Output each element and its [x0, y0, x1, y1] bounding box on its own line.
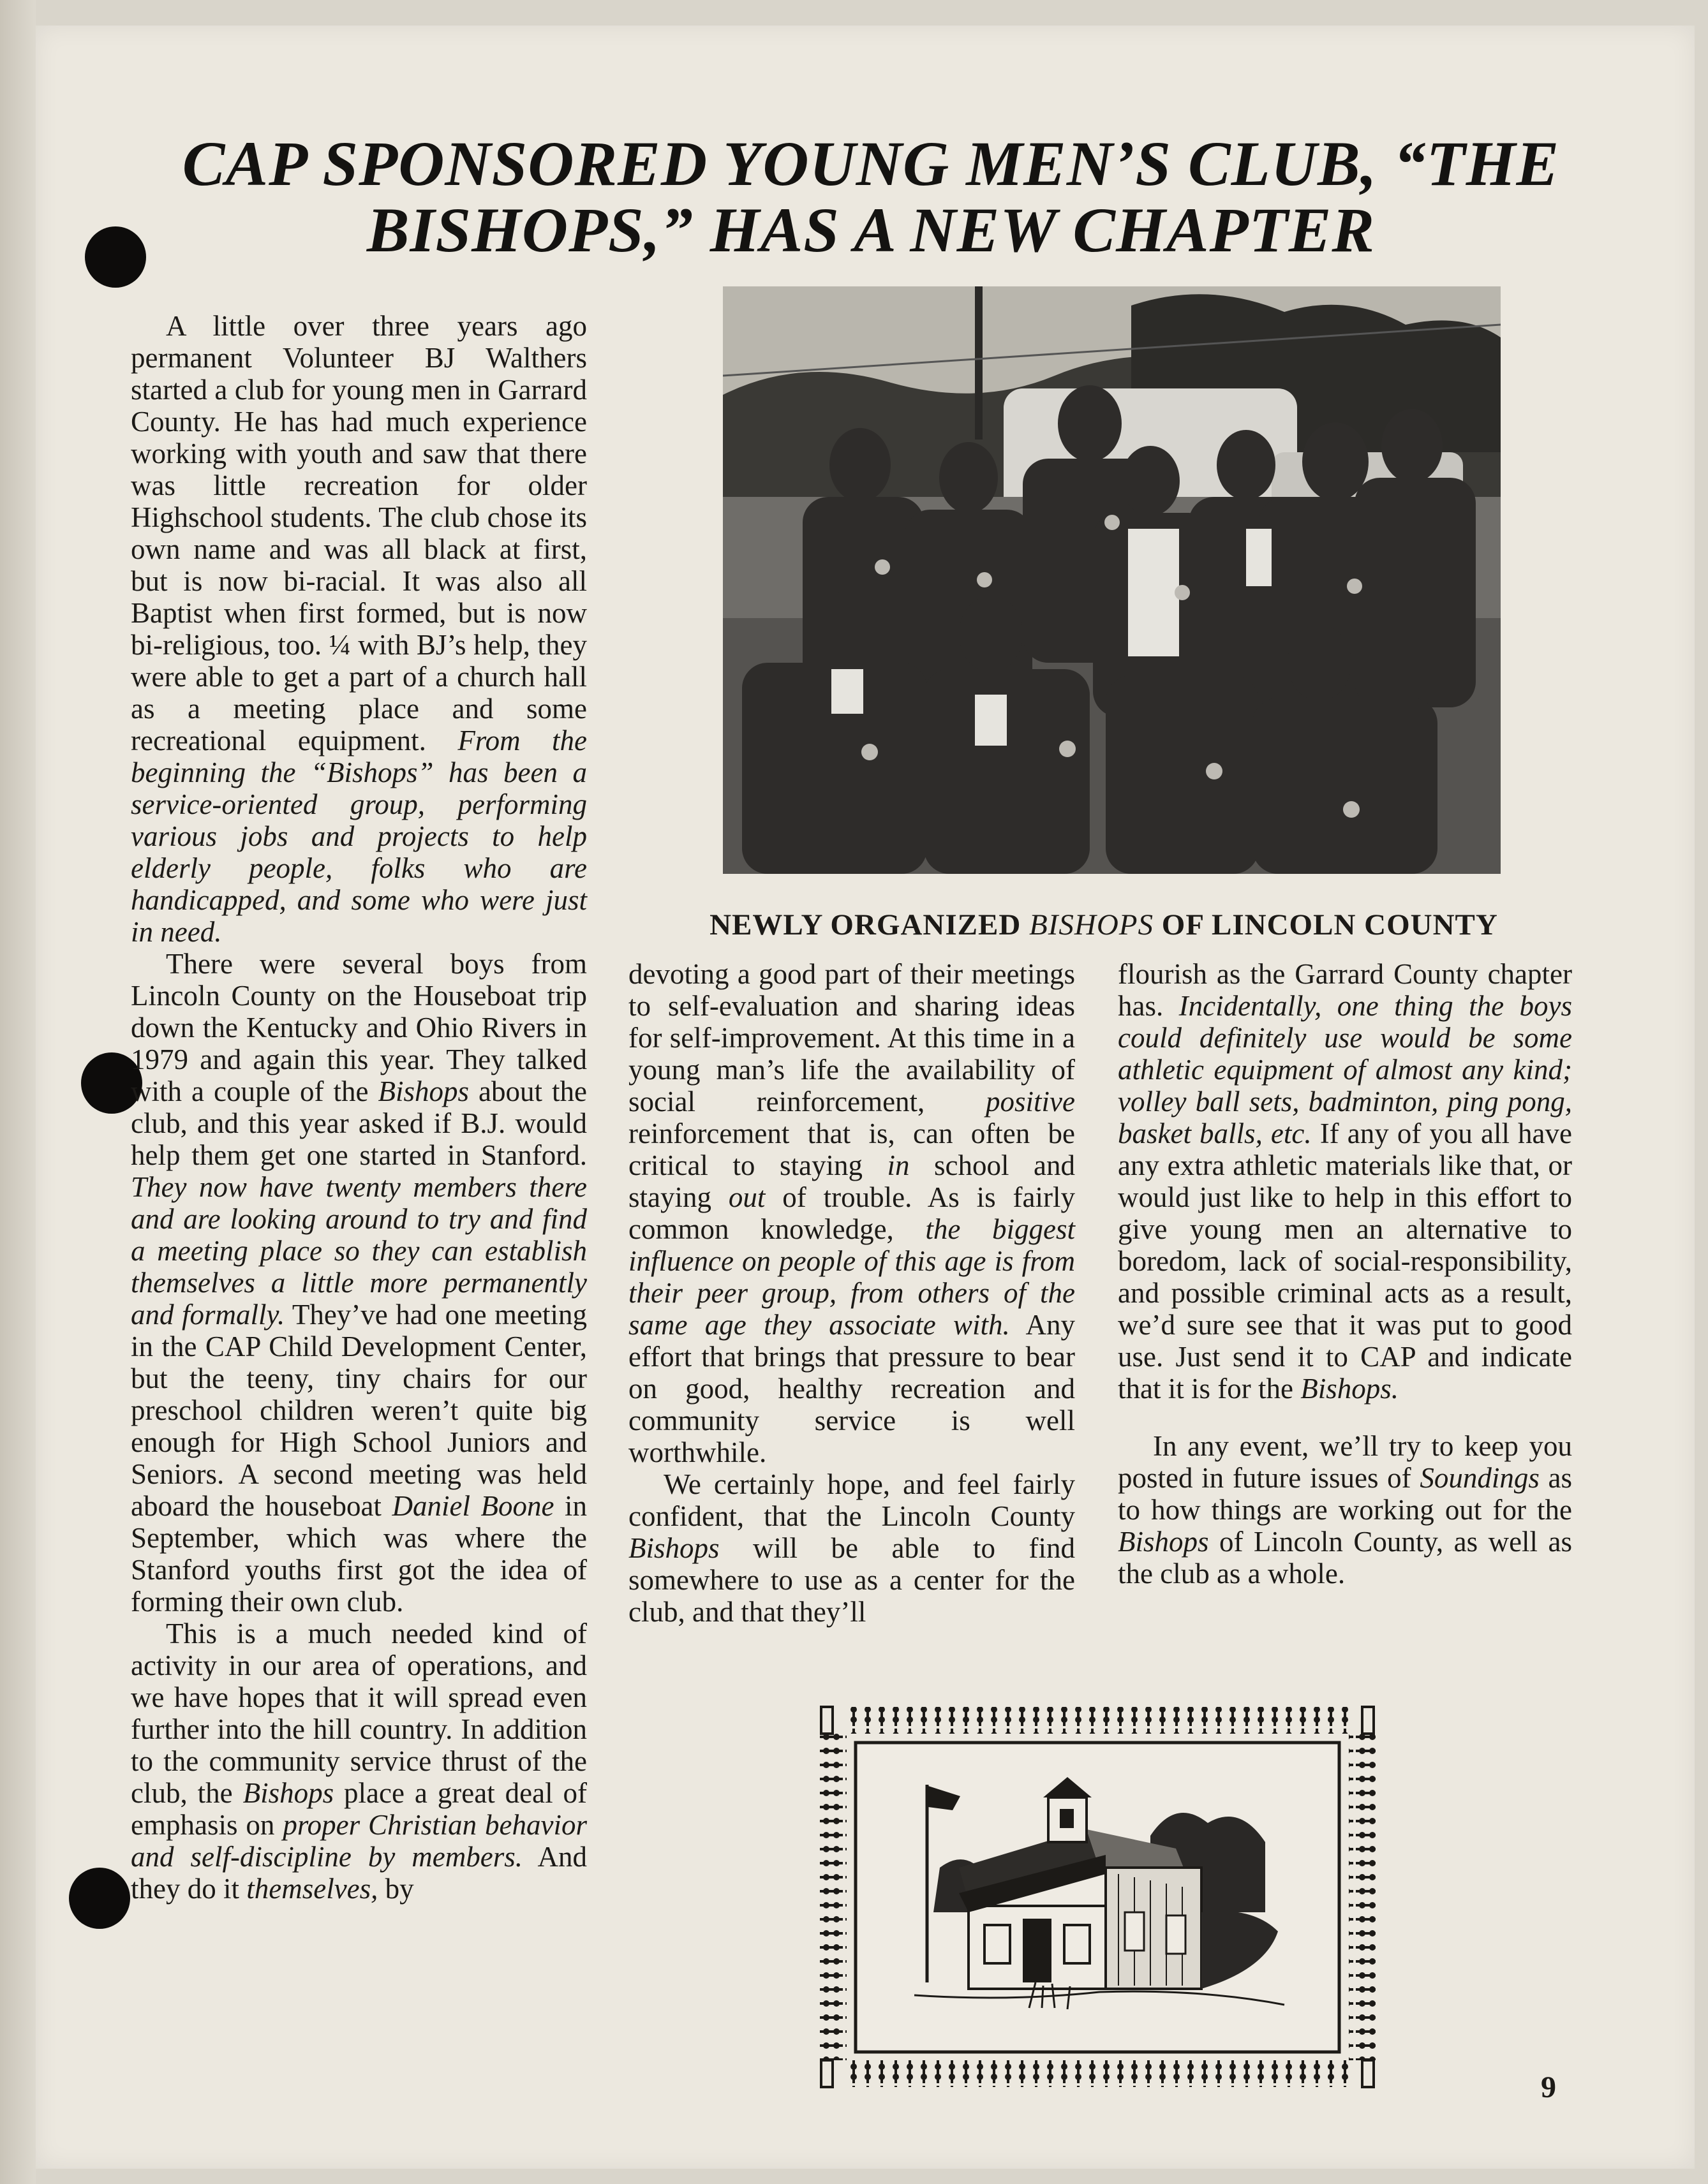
caption-text-end: OF LINCOLN COUNTY — [1154, 908, 1498, 941]
col1-paragraph-3 — [131, 1618, 587, 1905]
text-run: Any effort that brings that pressure to bear on good, healthy recreation and community service is well worthwhile. — [628, 1309, 1075, 1468]
photo-caption — [657, 908, 1550, 942]
bishops-group-photo — [723, 286, 1501, 874]
text-run-italic: They now have twenty members there and are looking around to try and find a meeting place so they can establish themselves a little more permanently and formally. — [131, 1171, 587, 1331]
article-column-1 — [131, 310, 587, 1905]
text-run: A little over three years ago permanent Volunteer BJ Walthers started a club for young men in Garrard County. He has had much experience working with youth and saw that there was little recreation for older Highschool students. The club chose its own name and was all black at first, but is now bi-racial. It was also all Baptist when first formed, but is now bi-religious, too. ¼ with BJ’s help, they were able to get a part of a church hall as a meeting place and some recreational equipment. — [131, 310, 587, 756]
col3-paragraph-2 — [1118, 1430, 1572, 1590]
text-run: This is a much needed kind of activity in our area of operations, and we have hopes that it will spread even further into the hill country. In addition to the community service thrust of the club, the — [131, 1618, 587, 1809]
text-run-italic: the biggest influence on people of this age is from their peer group, from others of the same age they associate with. — [628, 1213, 1075, 1341]
page-headline — [96, 128, 1646, 265]
text-run: as to how things are working out for the — [1118, 1462, 1572, 1526]
article-column-2 — [628, 958, 1075, 1628]
text-run: of trouble. As is fairly common knowledge, — [628, 1181, 1075, 1245]
text-run: will be able to find somewhere to use as a center for the club, and that they’ll — [628, 1532, 1075, 1628]
text-run-italic: Incidentally, one thing the boys could definitely use would be some athletic equipment of almost any kind; volley ball sets, badminton, ping pong, basket balls, etc. — [1118, 990, 1572, 1149]
col1-paragraph-2 — [131, 948, 587, 1618]
text-run: reinforcement that is, can often be critical to staying — [628, 1118, 1075, 1181]
text-run-italic: Daniel Boone — [392, 1490, 554, 1522]
article-column-3 — [1118, 958, 1572, 1590]
headline-line-2: BISHOPS,” HAS A NEW CHAPTER — [366, 195, 1376, 265]
text-run: devoting a good part of their meetings to self-evaluation and sharing ideas for self-improvement. At this time in a young man’s life the availability of social reinforcement, — [628, 958, 1075, 1118]
text-run: We certainly hope, and feel fairly confident, that the Lincoln County — [628, 1468, 1075, 1532]
caption-italic-text: BISHOPS — [1029, 908, 1154, 941]
col2-paragraph-2 — [628, 1468, 1075, 1628]
group-photo-illustration — [723, 286, 1501, 874]
text-run-italic: proper Christian behavior and self-discipline by members. — [131, 1809, 587, 1873]
text-run: And they do it — [131, 1841, 587, 1905]
text-run: There were several boys from Lincoln County on the Houseboat trip down the Kentucky and Ohio Rivers in 1979 and again this year. They talked with a couple of the — [131, 948, 587, 1107]
text-run: If any of you all have any extra athletic materials like that, or would just like to help in this effort to give young men an alternative to boredom, lack of social-responsibility, and possible criminal acts as a result, we’d sure see that it was put to good use. Just send it to CAP and indicate that it is for the — [1118, 1118, 1572, 1405]
text-run: In any event, we’ll try to keep you posted in future issues of — [1118, 1430, 1572, 1494]
text-run: They’ve had one meeting in the CAP Child Development Center, but the teeny, tiny chairs for our preschool children weren’t quite big enough for High School Juniors and Seniors. A second meeting was held aboard the houseboat — [131, 1299, 587, 1522]
schoolhouse-illustration — [819, 1702, 1377, 2092]
headline-line-1: CAP SPONSORED YOUNG MEN’S CLUB, “THE — [182, 128, 1560, 199]
text-run-italic: Bishops — [1118, 1526, 1209, 1558]
text-run: in September, which was where the Stanford youths first got the idea of forming their own club. — [131, 1490, 588, 1618]
text-run: about the club, and this year asked if B.J. would help them get one started in Stanford. — [131, 1075, 588, 1171]
col2-paragraph-1 — [628, 958, 1075, 1468]
text-run-italic: Soundings — [1420, 1462, 1540, 1494]
text-run-italic: themselves, — [246, 1873, 378, 1905]
col1-paragraph-1 — [131, 310, 587, 948]
text-run: place a great deal of emphasis on — [131, 1777, 588, 1841]
text-run-italic: in — [887, 1149, 910, 1181]
page-number: 9 — [1541, 2070, 1556, 2104]
text-run: by — [378, 1873, 414, 1905]
text-run-italic: Bishops — [628, 1532, 720, 1564]
text-run-italic: Bishops. — [1300, 1373, 1399, 1405]
text-run-italic: positive — [986, 1086, 1075, 1118]
col3-paragraph-1 — [1118, 958, 1572, 1405]
text-run-italic: Bishops — [378, 1075, 470, 1107]
text-run-italic: out — [728, 1181, 766, 1213]
text-run-italic: Bishops — [242, 1777, 334, 1809]
punch-hole-bottom — [69, 1868, 130, 1929]
schoolhouse-icon — [819, 1702, 1377, 2092]
caption-text: NEWLY ORGANIZED — [709, 908, 1030, 941]
text-run: of Lincoln County, as well as the club as a whole. — [1118, 1526, 1572, 1590]
text-run: flourish as the Garrard County chapter has. — [1118, 958, 1572, 1022]
text-run-italic: From the beginning the “Bishops” has been a service-oriented group, performing various jobs and projects to help elderly people, folks who are handicapped, and some who were just in need. — [131, 725, 587, 948]
page-binding-edge — [0, 0, 36, 2184]
text-run: school and staying — [628, 1149, 1075, 1213]
